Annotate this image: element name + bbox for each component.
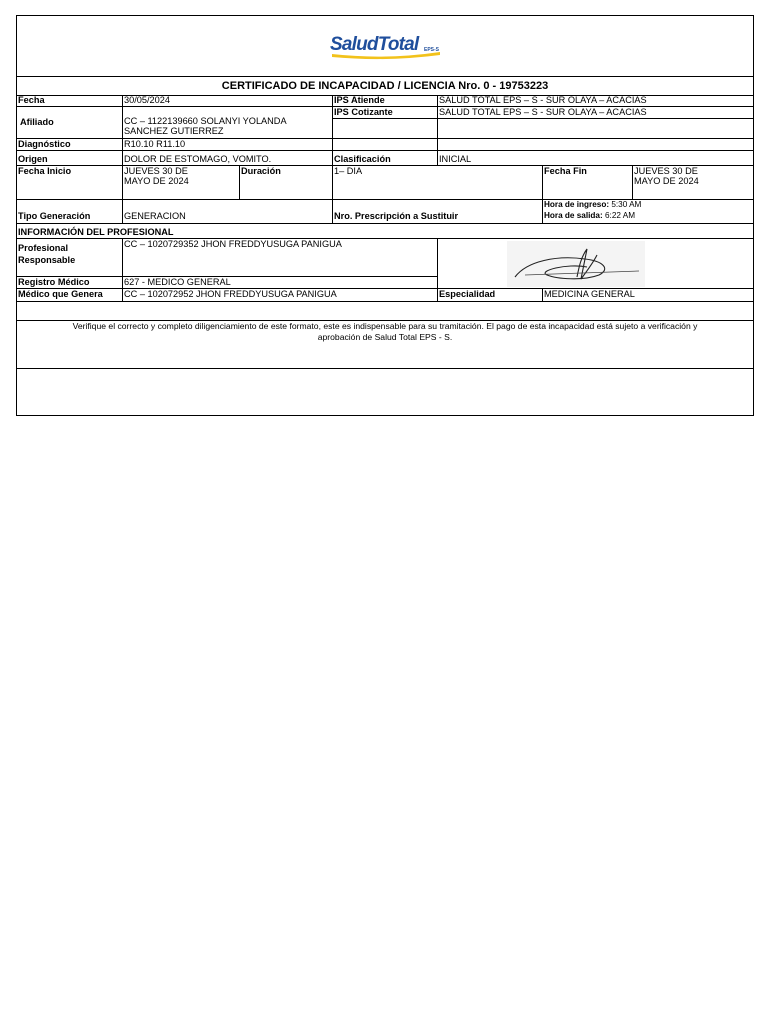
value-duracion: 1– DIA xyxy=(334,166,363,176)
value-afiliado-line1: CC – 1122139660 SOLANYI YOLANDA xyxy=(124,116,287,126)
label-medico-genera: Médico que Genera xyxy=(18,289,103,299)
value-fecha-inicio-line1: JUEVES 30 DE xyxy=(124,166,188,176)
label-profesional-line2: Responsable xyxy=(18,255,76,265)
salud-total-logo xyxy=(328,32,444,60)
label-ips-cotizante: IPS Cotizante xyxy=(334,107,393,117)
svg-text:SaludTotal: SaludTotal xyxy=(330,34,419,55)
label-hora-ingreso: Hora de ingreso: xyxy=(544,200,610,209)
label-diagnostico: Diagnóstico xyxy=(18,139,71,149)
value-medico-genera: CC – 102072952 JHON FREDDYUSUGA PANIGUA xyxy=(124,289,337,299)
value-clasificacion: INICIAL xyxy=(439,154,472,164)
certificate-title: CERTIFICADO DE INCAPACIDAD / LICENCIA Nro. 0 - 19753223 xyxy=(221,80,549,92)
hora-ingreso xyxy=(544,200,641,210)
hora-salida xyxy=(544,211,635,221)
value-afiliado-line2: SANCHEZ GUTIERREZ xyxy=(124,126,224,136)
value-ips-atiende: SALUD TOTAL EPS – S - SUR OLAYA – ACACIAS xyxy=(439,95,647,105)
value-registro-medico: 627 - MEDICO GENERAL xyxy=(124,277,231,287)
value-fecha-fin-line2: MAYO DE 2024 xyxy=(634,176,699,186)
value-tipo-generacion: GENERACION xyxy=(124,211,186,221)
value-fecha: 30/05/2024 xyxy=(124,95,170,105)
value-profesional: CC – 1020729352 JHON FREDDYUSUGA PANIGUA xyxy=(124,239,342,249)
label-fecha: Fecha xyxy=(18,95,45,105)
verification-notice xyxy=(16,321,754,343)
label-tipo-generacion: Tipo Generación xyxy=(18,211,91,221)
label-ips-atiende: IPS Atiende xyxy=(334,95,385,105)
label-registro-medico: Registro Médico xyxy=(18,277,90,287)
label-afiliado: Afiliado xyxy=(20,117,54,127)
value-especialidad: MEDICINA GENERAL xyxy=(544,289,635,299)
notice-line2: aprobación de Salud Total EPS - S. xyxy=(317,332,453,342)
svg-text:EPS-S: EPS-S xyxy=(424,47,440,53)
label-clasificacion: Clasificación xyxy=(334,154,391,164)
value-hora-salida: 6:22 AM xyxy=(604,211,636,220)
label-nro-prescripcion: Nro. Prescripción a Sustituir xyxy=(334,211,459,221)
label-fecha-inicio: Fecha Inicio xyxy=(18,166,72,176)
label-especialidad: Especialidad xyxy=(439,289,496,299)
label-profesional-line1: Profesional xyxy=(18,243,69,253)
label-fecha-fin: Fecha Fin xyxy=(544,166,587,176)
value-origen: DOLOR DE ESTOMAGO, VOMITO. xyxy=(124,154,272,164)
label-hora-salida: Hora de salida: xyxy=(544,211,603,220)
value-diagnostico: R10.10 R11.10 xyxy=(124,139,186,149)
notice-line1: Verifique el correcto y completo diligenciamiento de este formato, este es indispensable para su tramitación. El pago de esta incapacidad está sujeto a verificación y xyxy=(72,321,698,331)
value-fecha-inicio-line2: MAYO DE 2024 xyxy=(124,176,189,186)
section-info-profesional: INFORMACIÓN DEL PROFESIONAL xyxy=(18,227,174,237)
label-duracion: Duración xyxy=(241,166,281,176)
value-fecha-fin-line1: JUEVES 30 DE xyxy=(634,166,698,176)
signature-image xyxy=(507,241,645,287)
value-ips-cotizante: SALUD TOTAL EPS – S - SUR OLAYA – ACACIAS xyxy=(439,107,647,117)
label-origen: Origen xyxy=(18,154,48,164)
value-hora-ingreso: 5:30 AM xyxy=(611,200,642,209)
